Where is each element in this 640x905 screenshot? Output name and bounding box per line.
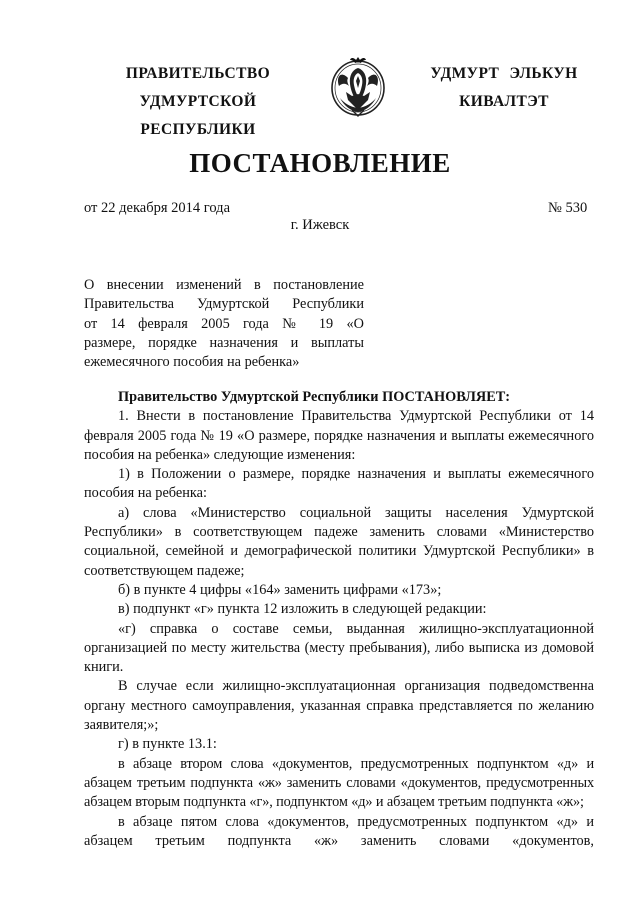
document-body [84,388,594,851]
body-paragraph: б) в пункте 4 цифры «164» заменить цифрами «173»; [118,581,442,598]
body-paragraph: в) подпункт «г» пункта 12 изложить в следующей редакции: [118,601,487,618]
udmurt-coat-of-arms-icon [326,54,390,120]
body-paragraph: в абзаце втором слова «документов, предусмотренных подпунктом «д» и абзацем третьим подпункта «ж» заменить словами «документов, предусмотренных абзацем вторым подпункта «г», подпунктом «д» и абзацем третьим подпункта «ж»; [84,755,594,811]
government-name-udmurt [430,60,578,116]
body-paragraph: 1. Внести в постановление Правительства Удмуртской Республики от 14 февраля 2005 года № 19 «О размере, порядке назначения и выплаты ежемесячного пособия на ребенка» следующие изменения: [84,408,594,463]
subject-line: размере, порядке назначения и выплаты [84,334,364,351]
document-number: № 530 [548,200,588,216]
government-name-line2: УДМУРТСКОЙ РЕСПУБЛИКИ [139,93,257,138]
document-title: ПОСТАНОВЛЕНИЕ [189,148,451,178]
body-paragraph: а) слова «Министерство социальной защиты населения Удмуртской Республики» в соответствующем падеже заменить словами «Министерство социальной, семейной и демографической политики Удмуртской Республики» в соответствующем падеже; [84,504,594,579]
body-paragraph: 1) в Положении о размере, порядке назначения и выплаты ежемесячного пособия на ребенка: [84,466,594,502]
body-paragraph: г) в пункте 13.1: [118,736,217,753]
subject-line: Правительства Удмуртской Республики [84,296,364,313]
body-paragraph: В случае если жилищно-эксплуатационная организация подведомственна органу местного самоуправления, указанная справка представляется по желанию заявителя;»; [84,678,594,734]
body-paragraph: «г) справка о составе семьи, выданная жилищно-эксплуатационной организацией по месту жительства (месту пребывания), либо выписка из домовой книги. [84,620,594,676]
government-name-line1: ПРАВИТЕЛЬСТВО [125,65,271,82]
subject-line: от 14 февраля 2005 года № 19 «О [84,315,364,332]
government-name-russian [82,60,314,144]
subject-line: ежемесячного пособия на ребенка» [84,354,300,371]
body-paragraph: в абзаце пятом слова «документов, предусмотренных подпунктом «д» и абзацем третьим подпункта «ж» заменить словами «документов, [84,813,594,849]
document-subject [84,276,364,372]
government-name-udmurt-line2: КИВАЛТЭТ [459,93,549,110]
subject-line: О внесении изменений в постановление [84,277,364,293]
document-city: г. Ижевск [290,217,350,233]
government-name-udmurt-line1: УДМУРТ ЭЛЬКУН [430,65,578,82]
document-date: от 22 декабря 2014 года [84,200,230,216]
resolution-lead: Правительство Удмуртской Республики ПОСТАНОВЛЯЕТ: [118,389,511,405]
